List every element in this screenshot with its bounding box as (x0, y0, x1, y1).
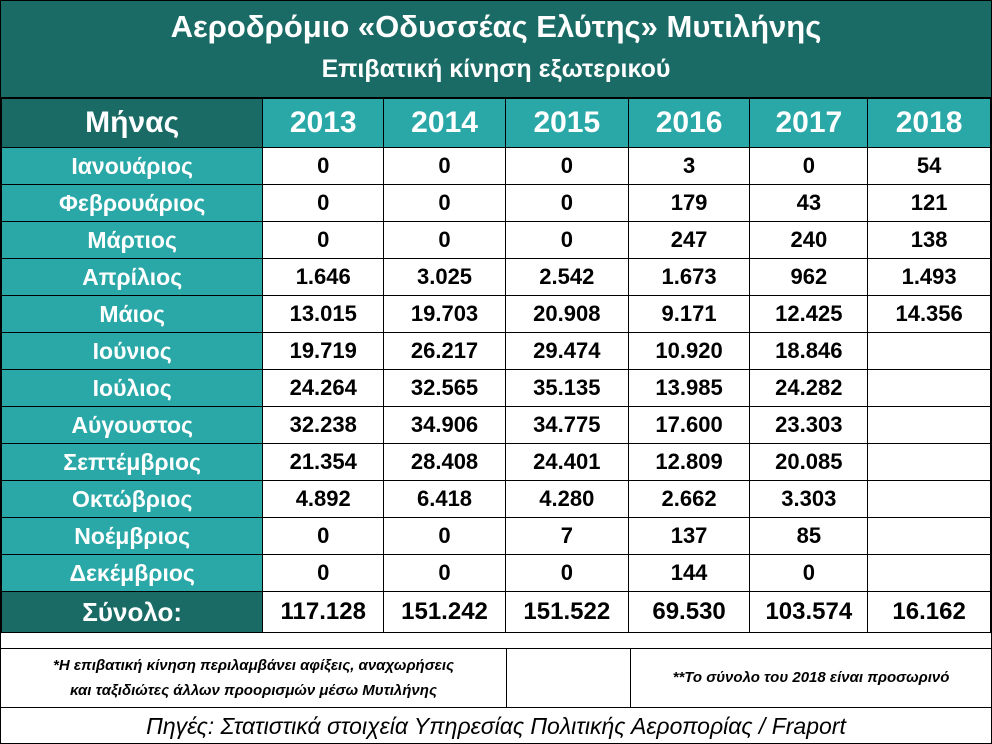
value-cell: 3.303 (750, 481, 868, 518)
month-name: Ιανουάριος (2, 148, 263, 185)
value-cell: 24.264 (263, 370, 384, 407)
month-row (2, 222, 991, 259)
month-row (2, 444, 991, 481)
value-cell: 24.282 (750, 370, 868, 407)
value-cell: 0 (263, 185, 384, 222)
month-name: Οκτώβριος (2, 481, 263, 518)
value-cell: 28.408 (384, 444, 506, 481)
value-cell: 29.474 (505, 333, 628, 370)
value-cell: 6.418 (384, 481, 506, 518)
value-cell: 19.703 (384, 296, 506, 333)
month-name: Απρίλιος (2, 259, 263, 296)
value-cell (868, 444, 991, 481)
month-name: Φεβρουάριος (2, 185, 263, 222)
month-name: Ιούνιος (2, 333, 263, 370)
month-name: Δεκέμβριος (2, 555, 263, 592)
traffic-table (1, 98, 991, 633)
value-cell: 138 (868, 222, 991, 259)
month-row (2, 148, 991, 185)
month-row (2, 296, 991, 333)
value-cell: 54 (868, 148, 991, 185)
value-cell: 0 (505, 222, 628, 259)
table-subtitle: Επιβατική κίνηση εξωτερικού (321, 55, 671, 83)
value-cell: 0 (263, 148, 384, 185)
value-cell: 4.280 (505, 481, 628, 518)
month-name: Νοέμβριος (2, 518, 263, 555)
value-cell: 0 (263, 222, 384, 259)
total-value: 117.128 (263, 592, 384, 633)
value-cell: 1.493 (868, 259, 991, 296)
value-cell: 26.217 (384, 333, 506, 370)
value-cell: 137 (628, 518, 750, 555)
value-cell: 85 (750, 518, 868, 555)
value-cell (868, 481, 991, 518)
total-value: 16.162 (868, 592, 991, 633)
value-cell: 0 (384, 148, 506, 185)
value-cell: 3 (628, 148, 750, 185)
value-cell: 0 (505, 148, 628, 185)
total-value: 151.242 (384, 592, 506, 633)
total-label: Σύνολο: (2, 592, 263, 633)
notes-row (1, 648, 991, 707)
month-row (2, 555, 991, 592)
value-cell: 35.135 (505, 370, 628, 407)
value-cell: 17.600 (628, 407, 750, 444)
airport-title: Αεροδρόμιο «Οδυσσέας Ελύτης» Μυτιλήνης (170, 9, 822, 44)
value-cell: 34.906 (384, 407, 506, 444)
total-value: 69.530 (628, 592, 750, 633)
value-cell: 21.354 (263, 444, 384, 481)
value-cell: 2.662 (628, 481, 750, 518)
title-banner (1, 1, 991, 98)
value-cell: 13.985 (628, 370, 750, 407)
value-cell: 179 (628, 185, 750, 222)
value-cell: 12.809 (628, 444, 750, 481)
month-row (2, 518, 991, 555)
month-column-header: Μήνας (2, 99, 263, 148)
value-cell: 1.646 (263, 259, 384, 296)
year-header-2017: 2017 (750, 99, 868, 148)
value-cell: 3.025 (384, 259, 506, 296)
year-header-2016: 2016 (628, 99, 750, 148)
footnote-line-1: *Η επιβατική κίνηση περιλαμβάνει αφίξεις, αναχωρήσεις (53, 657, 454, 674)
value-cell: 20.085 (750, 444, 868, 481)
year-header-2013: 2013 (263, 99, 384, 148)
value-cell: 20.908 (505, 296, 628, 333)
month-row (2, 407, 991, 444)
value-cell: 0 (384, 555, 506, 592)
value-cell (868, 370, 991, 407)
month-row (2, 259, 991, 296)
month-row (2, 481, 991, 518)
value-cell: 0 (750, 555, 868, 592)
value-cell: 0 (505, 555, 628, 592)
sources-line: Πηγές: Στατιστικά στοιχεία Υπηρεσίας Πολιτικής Αεροπορίας / Fraport (1, 707, 991, 744)
value-cell: 32.565 (384, 370, 506, 407)
value-cell: 14.356 (868, 296, 991, 333)
value-cell: 0 (384, 185, 506, 222)
value-cell: 240 (750, 222, 868, 259)
value-cell: 12.425 (750, 296, 868, 333)
value-cell: 1.673 (628, 259, 750, 296)
year-header-2014: 2014 (384, 99, 506, 148)
footnote-provisional-2018: **Το σύνολο του 2018 είναι προσωρινό (672, 669, 950, 686)
month-name: Αύγουστος (2, 407, 263, 444)
value-cell (868, 518, 991, 555)
value-cell: 23.303 (750, 407, 868, 444)
value-cell: 2.542 (505, 259, 628, 296)
footnote-passenger-definition (1, 649, 507, 707)
value-cell: 34.775 (505, 407, 628, 444)
value-cell: 962 (750, 259, 868, 296)
value-cell: 0 (263, 555, 384, 592)
total-value: 103.574 (750, 592, 868, 633)
total-row (2, 592, 991, 633)
value-cell: 0 (750, 148, 868, 185)
value-cell: 7 (505, 518, 628, 555)
value-cell: 19.719 (263, 333, 384, 370)
value-cell: 13.015 (263, 296, 384, 333)
value-cell: 18.846 (750, 333, 868, 370)
value-cell: 32.238 (263, 407, 384, 444)
value-cell (868, 407, 991, 444)
month-row (2, 185, 991, 222)
value-cell: 0 (505, 185, 628, 222)
value-cell: 0 (263, 518, 384, 555)
value-cell: 24.401 (505, 444, 628, 481)
value-cell: 247 (628, 222, 750, 259)
month-row (2, 370, 991, 407)
month-name: Μάιος (2, 296, 263, 333)
year-header-2018: 2018 (868, 99, 991, 148)
month-name: Μάρτιος (2, 222, 263, 259)
year-header-2015: 2015 (505, 99, 628, 148)
footnote-line-2: και ταξιδιώτες άλλων προορισμών μέσω Μυτιλήνης (70, 682, 437, 699)
value-cell: 9.171 (628, 296, 750, 333)
value-cell (868, 555, 991, 592)
value-cell: 121 (868, 185, 991, 222)
value-cell: 4.892 (263, 481, 384, 518)
value-cell: 10.920 (628, 333, 750, 370)
total-value: 151.522 (505, 592, 628, 633)
value-cell: 43 (750, 185, 868, 222)
value-cell: 144 (628, 555, 750, 592)
value-cell (868, 333, 991, 370)
month-name: Ιούλιος (2, 370, 263, 407)
value-cell: 0 (384, 518, 506, 555)
empty-note-cell (508, 649, 631, 707)
header-row (2, 99, 991, 148)
month-row (2, 333, 991, 370)
month-name: Σεπτέμβριος (2, 444, 263, 481)
value-cell: 0 (384, 222, 506, 259)
